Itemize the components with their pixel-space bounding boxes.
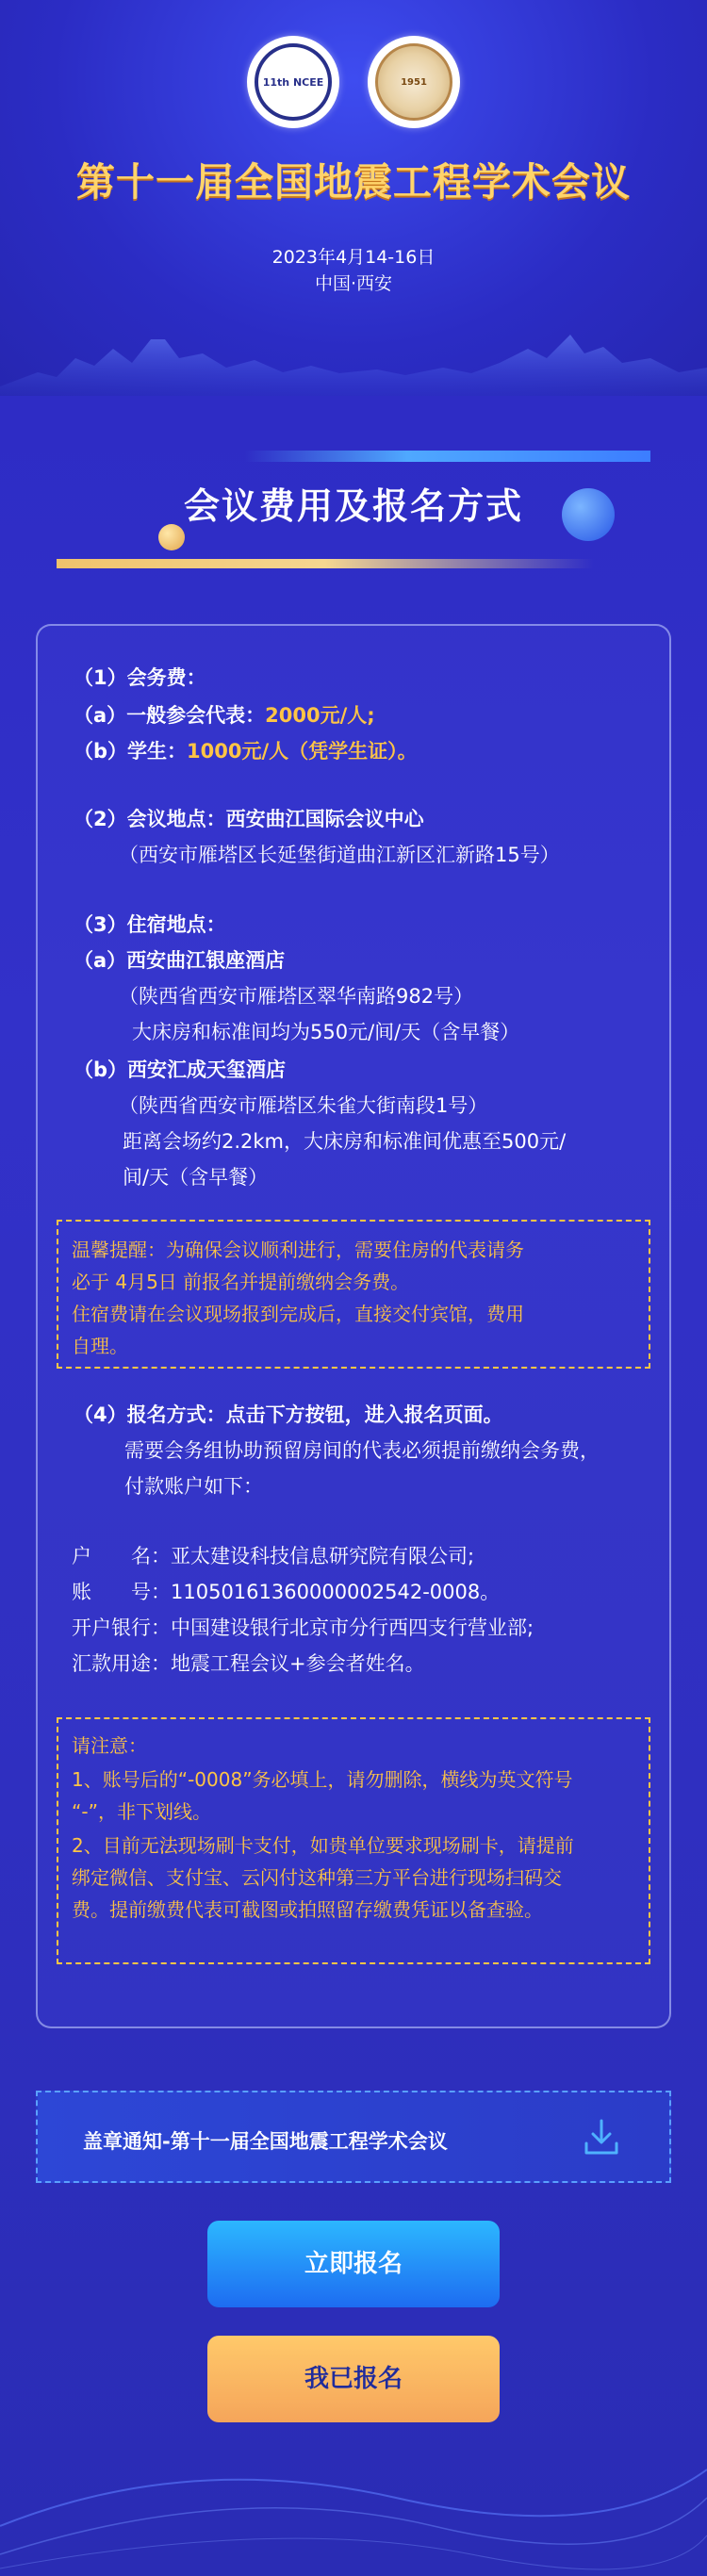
section-heading: 会议费用及报名方式 (183, 485, 523, 527)
venue-address: （西安市雁塔区长延堡街道曲江新区汇新路15号） (119, 844, 560, 866)
venue-label: （2）会议地点：西安曲江国际会议中心 (74, 808, 424, 830)
account-purpose-row (72, 1649, 425, 1678)
fee-a-value: 2000元/人; (265, 704, 375, 727)
logo-row (0, 36, 707, 128)
note-line4: 绑定微信、支付宝、云闪付这种第三方平台进行现场扫码交 (72, 1866, 562, 1889)
fee-b-row (74, 737, 418, 765)
account-number-row (72, 1578, 500, 1606)
university-logo-text: 1951 (375, 43, 452, 121)
fee-a-row (74, 701, 375, 730)
conference-date: 2023年4月14-16日 (271, 247, 436, 268)
reminder-line1: 温馨提醒：为确保会议顺利进行，需要住房的代表请务 (72, 1239, 524, 1261)
page-title: 第十一届全国地震工程学术会议 (76, 159, 631, 205)
account-name: 亚太建设科技信息研究院有限公司; (171, 1545, 475, 1567)
registration-label: （4）报名方式：点击下方按钮，进入报名页面。 (74, 1403, 503, 1426)
account-number: 11050161360000002542-0008。 (171, 1581, 501, 1603)
heading-decor-bar-bottom (57, 559, 594, 568)
hotel-b-name: （b）西安汇成天玺酒店 (74, 1058, 287, 1081)
reminder-line3: 住宿费请在会议现场报到完成后，直接交付宾馆，费用 (72, 1303, 524, 1325)
ncee-logo (247, 36, 339, 128)
note-line1: 1、账号后的“-0008”务必填上，请勿删除，横线为英文符号 (72, 1768, 573, 1791)
download-notice-label: 盖章通知-第十一届全国地震工程学术会议 (83, 2130, 448, 2153)
registration-desc2: 付款账户如下： (124, 1475, 263, 1498)
hotel-a-price: 大床房和标准间均为550元/间/天（含早餐） (132, 1021, 520, 1043)
fee-b-value: 1000元/人（凭学生证）。 (187, 740, 418, 763)
note-line5: 费。提前缴费代表可截图或拍照留存缴费凭证以备查验。 (72, 1898, 543, 1921)
account-bank-label: 开户银行： (72, 1616, 171, 1639)
reminder-line4: 自理。 (72, 1335, 128, 1357)
hotel-b-address: （陕西省西安市雁塔区朱雀大街南段1号） (119, 1094, 488, 1117)
note-line2: “-”，非下划线。 (72, 1800, 211, 1823)
header-banner (0, 0, 707, 396)
registration-desc1: 需要会务组协助预留房间的代表必须提前缴纳会务费， (124, 1439, 600, 1462)
account-name-label: 户 名： (72, 1545, 171, 1567)
hotel-b-price-line1: 距离会场约2.2km，大床房和标准间优惠至500元/ (123, 1130, 567, 1153)
account-purpose-label: 汇款用途： (72, 1652, 171, 1675)
info-card (36, 624, 671, 2028)
fee-a-prefix: （a）一般参会代表： (74, 704, 266, 727)
account-number-label: 账 号： (72, 1581, 171, 1603)
download-notice-link[interactable] (36, 2091, 671, 2183)
account-name-row (72, 1542, 474, 1570)
download-icon[interactable] (583, 2117, 620, 2158)
hotel-a-address: （陕西省西安市雁塔区翠华南路982号） (119, 985, 474, 1008)
heading-decor-bar-top (245, 451, 650, 462)
fee-label: （1）会务费： (74, 666, 206, 689)
fee-b-prefix: （b）学生： (74, 740, 188, 763)
register-now-button[interactable]: 立即报名 (207, 2221, 500, 2307)
note-line3: 2、目前无法现场刷卡支付，如贵单位要求现场刷卡，请提前 (72, 1834, 574, 1857)
note-title: 请注意： (72, 1734, 147, 1757)
account-purpose: 地震工程会议+参会者姓名。 (171, 1652, 425, 1675)
hotel-a-name: （a）西安曲江银座酒店 (74, 949, 286, 972)
ncee-logo-text: 11th NCEE (255, 43, 332, 121)
account-bank-row (72, 1614, 534, 1642)
hotel-b-price-line2: 间/天（含早餐） (123, 1166, 269, 1189)
decorative-floor-lines (0, 2413, 707, 2576)
lodging-label: （3）住宿地点： (74, 913, 226, 936)
already-registered-button[interactable]: 我已报名 (207, 2336, 500, 2422)
reminder-line2: 必于 4月5日 前报名并提前缴纳会务费。 (72, 1271, 410, 1293)
city-skyline-graphic (0, 283, 707, 396)
conference-place: 中国·西安 (314, 273, 393, 294)
university-logo (368, 36, 460, 128)
decor-orb-gold (158, 524, 185, 550)
account-bank: 中国建设银行北京市分行西四支行营业部; (171, 1616, 534, 1639)
